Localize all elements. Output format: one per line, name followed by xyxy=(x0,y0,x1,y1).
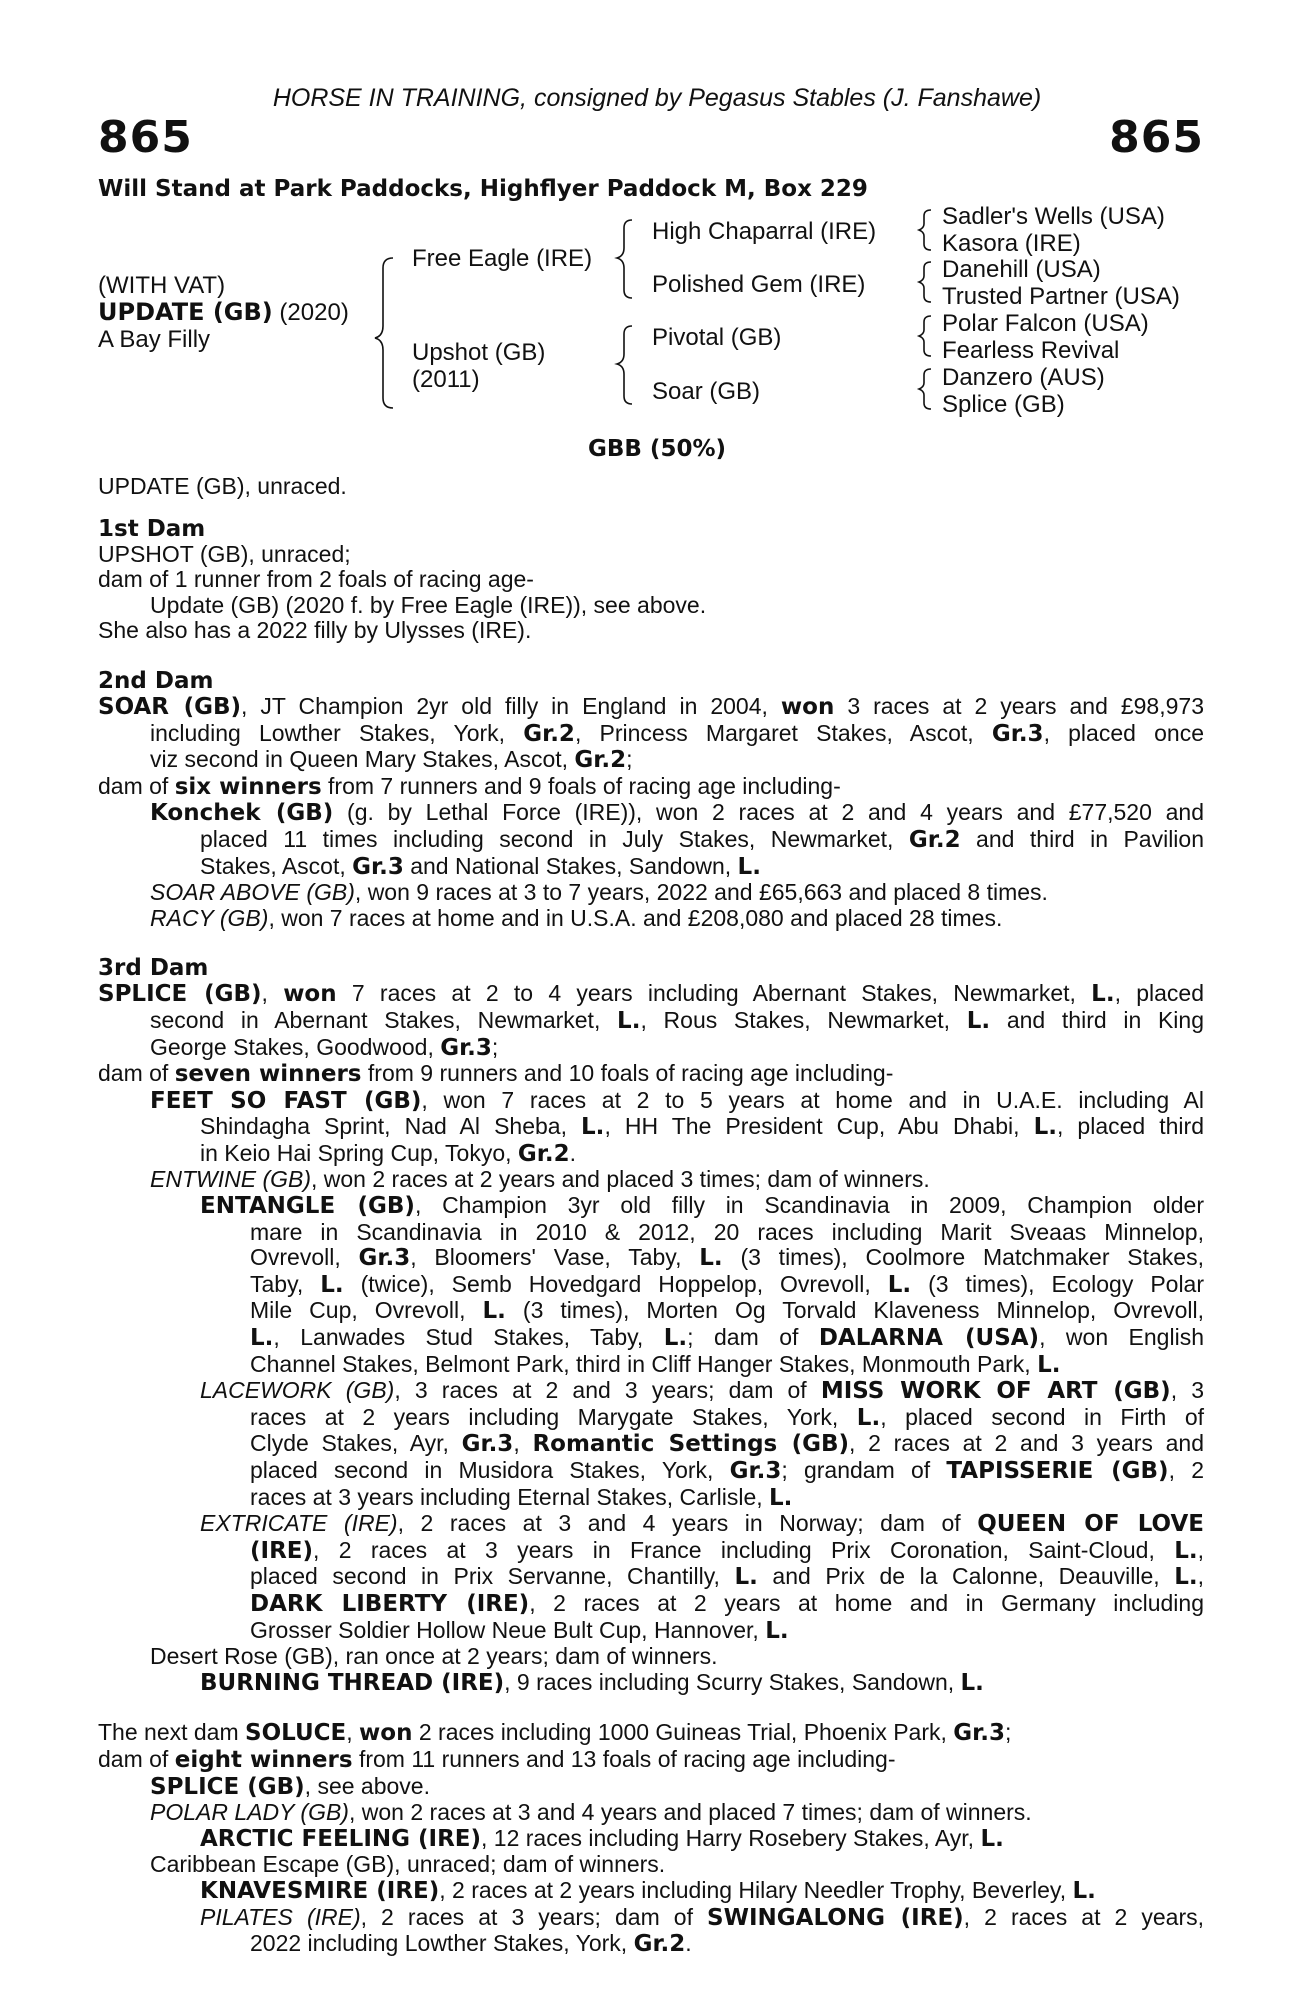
text-run: L. xyxy=(966,1007,991,1034)
text-line xyxy=(98,1458,1204,1485)
text-run: six winners xyxy=(174,773,322,800)
text-run: , Bloomers' Vase, Taby, xyxy=(410,1244,700,1271)
text-run: Gr.3 xyxy=(440,1034,492,1061)
horse-summary: UPDATE (GB), unraced. xyxy=(98,473,347,499)
text-run: , JT Champion 2yr old filly in England in 2004, xyxy=(241,692,781,719)
text-run: Gr.3 xyxy=(461,1431,514,1458)
text-line: Caribbean Escape (GB), unraced; dam of winners. xyxy=(150,1851,666,1878)
text-run: from 9 runners and 10 foals of racing age including- xyxy=(361,1060,894,1087)
vat-note: (WITH VAT) xyxy=(98,272,226,299)
location-line: Will Stand at Park Paddocks, Highflyer Paddock M, Box 229 xyxy=(98,176,868,202)
text-line xyxy=(98,1591,1204,1618)
text-run: , placed third xyxy=(1056,1113,1204,1140)
text-run: Gr.3 xyxy=(352,853,404,880)
text-run: won xyxy=(780,693,835,720)
text-run: including Lowther Stakes, York, xyxy=(150,719,524,746)
page-header-title: HORSE IN TRAINING, consigned by Pegasus Stables (J. Fanshawe) xyxy=(272,84,1042,112)
text-run: L. xyxy=(769,1484,793,1511)
text-run: placed 11 times including second in July Stakes, Newmarket, xyxy=(200,825,909,852)
text-run: , see above. xyxy=(304,1772,430,1799)
text-run: , Lanwades Stud Stakes, Taby, xyxy=(273,1324,664,1351)
text-run: Romantic Settings (GB) xyxy=(532,1431,850,1458)
text-run: L. xyxy=(581,1114,605,1141)
text-line xyxy=(98,800,1204,827)
text-run: L. xyxy=(1091,981,1115,1008)
text-run: Stakes, Ascot, xyxy=(200,852,353,879)
text-line xyxy=(98,1298,1204,1325)
text-run: 2022 including Lowther Stakes, York, xyxy=(250,1930,634,1957)
text-run: ENTWINE (GB) xyxy=(150,1166,311,1193)
text-run: KNAVESMIRE (IRE) xyxy=(200,1877,440,1904)
text-run: placed second in Musidora Stakes, York, xyxy=(250,1457,730,1483)
text-run: Gr.2 xyxy=(574,747,627,774)
text-line xyxy=(98,854,1204,881)
text-run: L. xyxy=(482,1298,506,1325)
text-run: (3 times), Ecology Polar xyxy=(911,1270,1205,1297)
text-run: viz second in Queen Mary Stakes, Ascot, xyxy=(150,746,575,773)
dam-dam: Soar (GB) xyxy=(652,378,761,405)
text-run: , 3 races at 2 and 3 years; dam of xyxy=(394,1377,821,1404)
text-run: 2 races including 1000 Guineas Trial, Phoenix Park, xyxy=(412,1719,954,1746)
text-run: ; grandam of xyxy=(781,1457,947,1483)
text-line xyxy=(98,1826,1204,1853)
text-line xyxy=(98,1485,1204,1512)
text-run: SOLUCE xyxy=(245,1720,347,1747)
text-line xyxy=(98,1245,1204,1272)
text-run: won xyxy=(359,1720,413,1747)
text-run: Ovrevoll, xyxy=(250,1244,359,1271)
text-run: , won 2 races at 2 years and placed 3 times; dam of winners. xyxy=(311,1166,930,1193)
text-line xyxy=(98,1774,1204,1801)
second-dam-heading: 2nd Dam xyxy=(98,667,214,694)
text-run: L. xyxy=(1033,1114,1057,1141)
text-run: , Princess Margaret Stakes, Ascot, xyxy=(574,719,992,746)
text-run: , xyxy=(513,1430,533,1457)
text-run: eight winners xyxy=(174,1746,353,1773)
text-run: , HH The President Cup, Abu Dhabi, xyxy=(604,1113,1034,1140)
text-run: , 12 races including Harry Rosebery Stakes, Ayr, xyxy=(481,1824,981,1851)
text-line xyxy=(98,774,1204,801)
text-run: SPLICE (GB) xyxy=(98,981,262,1008)
text-run: Gr.2 xyxy=(908,826,961,853)
text-run: and Prix de la Calonne, Deauville, xyxy=(757,1563,1175,1590)
text-run: LACEWORK (GB) xyxy=(200,1377,395,1404)
text-run: , won 7 races at 2 to 5 years at home and in U.A.E. including Al xyxy=(421,1086,1204,1113)
text-run: . xyxy=(685,1930,692,1957)
text-line: dam of 1 runner from 2 foals of racing age- xyxy=(98,566,534,593)
text-run: Mile Cup, Ovrevoll, xyxy=(250,1297,483,1324)
text-run: , placed second in Firth of xyxy=(880,1403,1204,1430)
text-run: SWINGALONG (IRE) xyxy=(707,1904,964,1931)
gen3-sds: Danehill (USA) xyxy=(942,256,1101,283)
dam-year: (2011) xyxy=(412,366,480,393)
text-line xyxy=(98,694,1204,721)
text-line xyxy=(98,1008,1204,1035)
text-run: Konchek (GB) xyxy=(150,800,334,827)
text-run: , xyxy=(1197,1536,1204,1563)
text-run: , xyxy=(346,1719,360,1746)
text-line: Update (GB) (2020 f. by Free Eagle (IRE)), see above. xyxy=(150,591,707,618)
gen3-sdd: Trusted Partner (USA) xyxy=(942,283,1180,310)
text-line xyxy=(98,1061,1204,1088)
text-run: dam of xyxy=(98,772,175,799)
text-line xyxy=(98,1931,1204,1958)
text-run: SOAR ABOVE (GB) xyxy=(150,879,355,906)
text-run: L. xyxy=(765,1617,789,1644)
text-line xyxy=(98,1193,1204,1220)
text-run: , Rous Stakes, Newmarket, xyxy=(640,1006,967,1033)
horse-name-line xyxy=(98,299,349,326)
inbreeding-note: GBB (50%) xyxy=(587,436,727,462)
text-run: EXTRICATE (IRE) xyxy=(200,1510,398,1537)
text-run: Clyde Stakes, Ayr, xyxy=(250,1430,462,1457)
text-run: L. xyxy=(320,1271,344,1298)
text-run: , 2 races at 2 years at home and in Germany including xyxy=(529,1589,1205,1616)
text-run: . xyxy=(569,1139,576,1166)
text-run: from 7 runners and 9 foals of racing age including- xyxy=(321,772,841,799)
text-run: MISS WORK OF ART (GB) xyxy=(820,1378,1171,1405)
text-run: ; xyxy=(626,746,633,773)
text-line xyxy=(98,721,1204,748)
text-line xyxy=(98,1670,1204,1697)
text-line xyxy=(98,827,1204,854)
text-run: races at 3 years including Eternal Stakes, Carlisle, xyxy=(250,1483,770,1510)
text-run: DARK LIBERTY (IRE) xyxy=(250,1590,530,1617)
text-run: L. xyxy=(617,1007,641,1034)
text-run: ARCTIC FEELING (IRE) xyxy=(200,1825,482,1852)
gen3-dds: Danzero (AUS) xyxy=(942,364,1105,391)
text-run: , 2 races at 3 and 4 years in Norway; dam of xyxy=(397,1510,978,1537)
text-run: and third in King xyxy=(990,1006,1204,1033)
text-run: dam of xyxy=(98,1745,175,1772)
text-run: (twice), Semb Hovedgard Hoppelop, Ovrevoll, xyxy=(343,1270,888,1297)
text-run: Shindagha Sprint, Nad Al Sheba, xyxy=(200,1113,582,1140)
text-line xyxy=(98,981,1204,1008)
text-run: , 2 xyxy=(1168,1457,1204,1483)
dam: Upshot (GB) xyxy=(412,339,546,366)
text-run: Gr.3 xyxy=(953,1720,1005,1747)
text-run: (IRE) xyxy=(250,1537,314,1564)
text-run: L. xyxy=(1072,1877,1096,1904)
text-run: RACY (GB) xyxy=(150,904,269,931)
text-run: (3 times), Coolmore Matchmaker Stakes, xyxy=(722,1244,1204,1271)
text-run: L. xyxy=(699,1245,723,1272)
text-run: , 2 races at 2 years including Hilary Needler Trophy, Beverley, xyxy=(439,1876,1073,1903)
text-run: L. xyxy=(734,1564,758,1591)
text-run: L. xyxy=(1174,1537,1198,1564)
gen3-ssd: Kasora (IRE) xyxy=(942,230,1081,257)
text-run: SPLICE (GB) xyxy=(150,1773,305,1800)
text-run: ; xyxy=(1004,1719,1012,1746)
text-line: UPSHOT (GB), unraced; xyxy=(98,540,351,567)
text-run: 3 races at 2 years and £98,973 xyxy=(834,692,1204,719)
text-line xyxy=(98,1878,1204,1905)
text-run: , won 7 races at home and in U.S.A. and £208,080 and placed 28 times. xyxy=(268,904,1003,931)
text-run: , Champion 3yr old filly in Scandinavia in 2009, Champion older xyxy=(414,1192,1205,1219)
gen3-dsd: Fearless Revival xyxy=(942,337,1120,364)
text-line xyxy=(98,1167,1204,1193)
text-run: , xyxy=(1197,1563,1204,1590)
text-line xyxy=(98,1035,1204,1062)
text-run: DALARNA (USA) xyxy=(818,1325,1040,1352)
text-run: seven winners xyxy=(174,1061,362,1088)
text-line: Desert Rose (GB), ran once at 2 years; dam of winners. xyxy=(150,1643,718,1670)
sire-dam: Polished Gem (IRE) xyxy=(652,271,866,298)
text-line xyxy=(98,1511,1204,1538)
text-run: FEET SO FAST (GB) xyxy=(150,1087,422,1114)
gen3-sss: Sadler's Wells (USA) xyxy=(942,203,1165,230)
text-run: , placed once xyxy=(1043,719,1204,746)
text-run: , 2 races at 3 years in France including Prix Coronation, Saint-Cloud, xyxy=(313,1536,1175,1563)
gen3-dss: Polar Falcon (USA) xyxy=(942,310,1149,337)
text-run: ; dam of xyxy=(687,1324,819,1351)
text-run: Gr.2 xyxy=(517,1140,570,1167)
gen3-ddd: Splice (GB) xyxy=(942,391,1065,418)
text-run: BURNING THREAD (IRE) xyxy=(200,1669,505,1696)
text-run: and third in Pavilion xyxy=(960,825,1204,852)
text-run: placed second in Prix Servanne, Chantilly, xyxy=(250,1563,735,1590)
lot-number-left: 865 xyxy=(98,112,193,163)
text-run: L. xyxy=(960,1669,984,1696)
text-line xyxy=(98,1272,1204,1299)
text-run: (g. by Lethal Force (IRE)), won 2 races at 2 and 4 years and £77,520 and xyxy=(333,799,1204,826)
text-line xyxy=(98,1720,1204,1747)
lot-number-right: 865 xyxy=(1109,112,1204,163)
dam-sire: Pivotal (GB) xyxy=(652,324,782,351)
text-run: , won 2 races at 3 and 4 years and placed 7 times; dam of winners. xyxy=(348,1799,1032,1826)
text-run: and National Stakes, Sandown, xyxy=(403,852,738,879)
text-run: , placed xyxy=(1114,980,1204,1007)
text-line xyxy=(98,1905,1204,1932)
text-run: L. xyxy=(250,1325,274,1352)
horse-description: A Bay Filly xyxy=(98,326,211,353)
text-run: TAPISSERIE (GB) xyxy=(946,1458,1169,1484)
text-line xyxy=(98,1538,1204,1565)
text-line xyxy=(98,880,1204,906)
text-run: dam of xyxy=(98,1060,175,1087)
text-run: , 9 races including Scurry Stakes, Sandown, xyxy=(504,1668,961,1695)
text-run: Taby, xyxy=(250,1270,321,1297)
text-run: ; xyxy=(491,1033,499,1060)
text-line xyxy=(98,1618,1204,1645)
text-run: SOAR (GB) xyxy=(98,693,242,720)
text-line xyxy=(98,1431,1204,1458)
text-run: L. xyxy=(663,1325,688,1352)
text-line xyxy=(98,1352,1204,1379)
text-run: Gr.3 xyxy=(991,720,1044,747)
third-dam-heading: 3rd Dam xyxy=(98,955,209,982)
text-line xyxy=(98,1564,1204,1591)
horse-name: UPDATE (GB) xyxy=(98,298,273,326)
text-run: L. xyxy=(1037,1351,1061,1378)
text-run: , 2 races at 2 years, xyxy=(963,1903,1205,1930)
horse-year: (2020) xyxy=(272,299,349,326)
text-run: QUEEN OF LOVE xyxy=(977,1511,1204,1538)
text-run: POLAR LADY (GB) xyxy=(150,1799,349,1826)
text-run: Gr.3 xyxy=(729,1458,782,1484)
text-run: Grosser Soldier Hollow Neue Bult Cup, Hannover, xyxy=(250,1616,766,1643)
text-run: 7 races at 2 to 4 years including Abernant Stakes, Newmarket, xyxy=(336,980,1092,1007)
text-line xyxy=(98,1747,1204,1774)
text-run: Channel Stakes, Belmont Park, third in Cliff Hanger Stakes, Monmouth Park, xyxy=(250,1350,1038,1377)
text-run: , won English xyxy=(1039,1324,1204,1351)
first-dam-heading: 1st Dam xyxy=(98,515,206,542)
text-run: L. xyxy=(887,1271,912,1298)
text-run: (3 times), Morten Og Torvald Klaveness Minnelop, Ovrevoll, xyxy=(505,1297,1204,1324)
text-line xyxy=(98,1141,1204,1168)
text-line: mare in Scandinavia in 2010 & 2012, 20 races including Marit Sveaas Minnelop, xyxy=(250,1218,1204,1245)
sire-sire: High Chaparral (IRE) xyxy=(652,218,877,245)
text-run: George Stakes, Goodwood, xyxy=(150,1033,441,1060)
text-run: , 2 races at 2 and 3 years and xyxy=(849,1430,1204,1457)
text-run: ENTANGLE (GB) xyxy=(200,1193,415,1220)
sire: Free Eagle (IRE) xyxy=(412,245,593,272)
text-run: in Keio Hai Spring Cup, Tokyo, xyxy=(200,1139,518,1166)
text-line xyxy=(98,1405,1204,1432)
text-run: Gr.2 xyxy=(633,1931,686,1958)
text-run: races at 2 years including Marygate Stakes, York, xyxy=(250,1403,857,1430)
text-run: L. xyxy=(856,1404,881,1431)
text-line xyxy=(98,1114,1204,1141)
text-run: L. xyxy=(980,1825,1004,1852)
produce-record xyxy=(98,474,1204,1958)
text-run: L. xyxy=(1174,1564,1198,1591)
text-line xyxy=(98,906,1204,932)
text-line xyxy=(98,1325,1204,1352)
text-run: from 11 runners and 13 foals of racing age including- xyxy=(352,1745,896,1772)
text-run: Gr.3 xyxy=(358,1245,411,1272)
text-line xyxy=(98,747,1204,774)
text-run: , won 9 races at 3 to 7 years, 2022 and £65,663 and placed 8 times. xyxy=(354,879,1048,906)
text-line xyxy=(98,1088,1204,1115)
text-run: , 3 xyxy=(1170,1377,1205,1404)
text-run: , 2 races at 3 years; dam of xyxy=(360,1903,708,1930)
text-run: The next dam xyxy=(98,1719,246,1746)
text-run: PILATES (IRE) xyxy=(200,1903,361,1930)
text-line: She also has a 2022 filly by Ulysses (IRE). xyxy=(98,617,532,644)
text-run: Gr.2 xyxy=(523,720,575,747)
text-line xyxy=(98,1800,1204,1826)
text-run: L. xyxy=(737,853,761,880)
text-run: second in Abernant Stakes, Newmarket, xyxy=(150,1006,618,1033)
text-run: won xyxy=(283,981,337,1008)
text-run: , xyxy=(261,980,284,1007)
text-line xyxy=(98,1378,1204,1405)
